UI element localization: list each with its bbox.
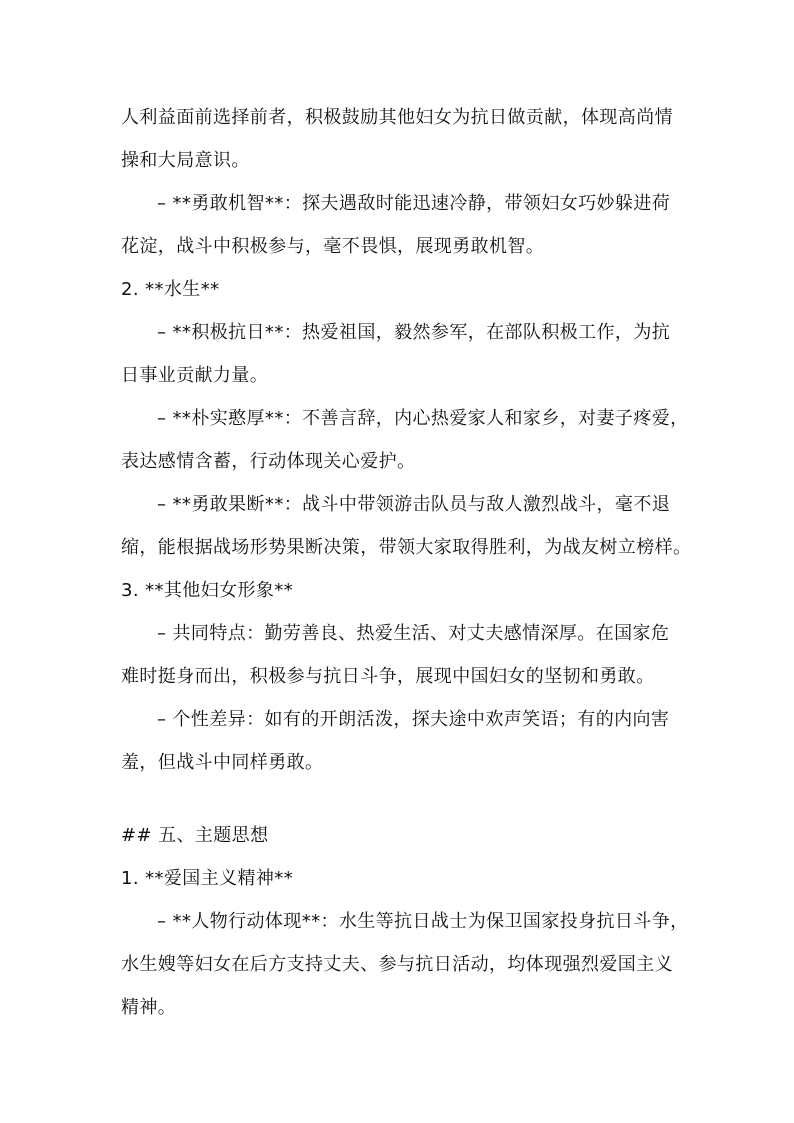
list-item: – **朴实憨厚**：不善言辞，内心热爱家人和家乡，对妻子疼爱， (157, 408, 689, 429)
list-item: – 个性差异：如有的开朗活泼，探夫途中欢声笑语；有的内向害 (157, 709, 670, 730)
section-item-heading: 3. **其他妇女形象** (121, 580, 294, 601)
section-heading: ## 五、主题思想 (121, 825, 269, 846)
text-line: 操和大局意识。 (121, 150, 250, 171)
list-item: – **勇敢果断**：战斗中带领游击队员与敌人激烈战斗，毫不退 (157, 494, 671, 515)
list-item: – **人物行动体现**：水生等抗日战士为保卫国家投身抗日斗争， (157, 911, 689, 932)
list-item: – 共同特点：勤劳善良、热爱生活、对丈夫感情深厚。在国家危 (157, 623, 670, 644)
text-line: 人利益面前选择前者，积极鼓励其他妇女为抗日做贡献，体现高尚情 (121, 107, 673, 128)
text-line: 难时挺身而出，积极参与抗日斗争，展现中国妇女的坚韧和勇敢。 (121, 666, 655, 687)
list-item: – **勇敢机智**：探夫遇敌时能迅速冷静，带领妇女巧妙躲进荷 (157, 193, 671, 214)
text-line: 日事业贡献力量。 (121, 365, 269, 386)
section-item-heading: 2. **水生** (121, 279, 220, 300)
section-item-heading: 1. **爱国主义精神** (121, 868, 294, 889)
text-line: 精神。 (121, 997, 177, 1018)
text-line: 羞，但战斗中同样勇敢。 (121, 752, 324, 773)
list-item: – **积极抗日**：热爱祖国，毅然参军，在部队积极工作，为抗 (157, 322, 671, 343)
text-line: 缩，能根据战场形势果断决策，带领大家取得胜利，为战友树立榜样。 (121, 537, 692, 558)
text-line: 表达感情含蓄，行动体现关心爱护。 (121, 451, 416, 472)
text-line: 水生嫂等妇女在后方支持丈夫、参与抗日活动，均体现强烈爱国主义 (121, 954, 673, 975)
text-line: 花淀，战斗中积极参与，毫不畏惧，展现勇敢机智。 (121, 236, 545, 257)
